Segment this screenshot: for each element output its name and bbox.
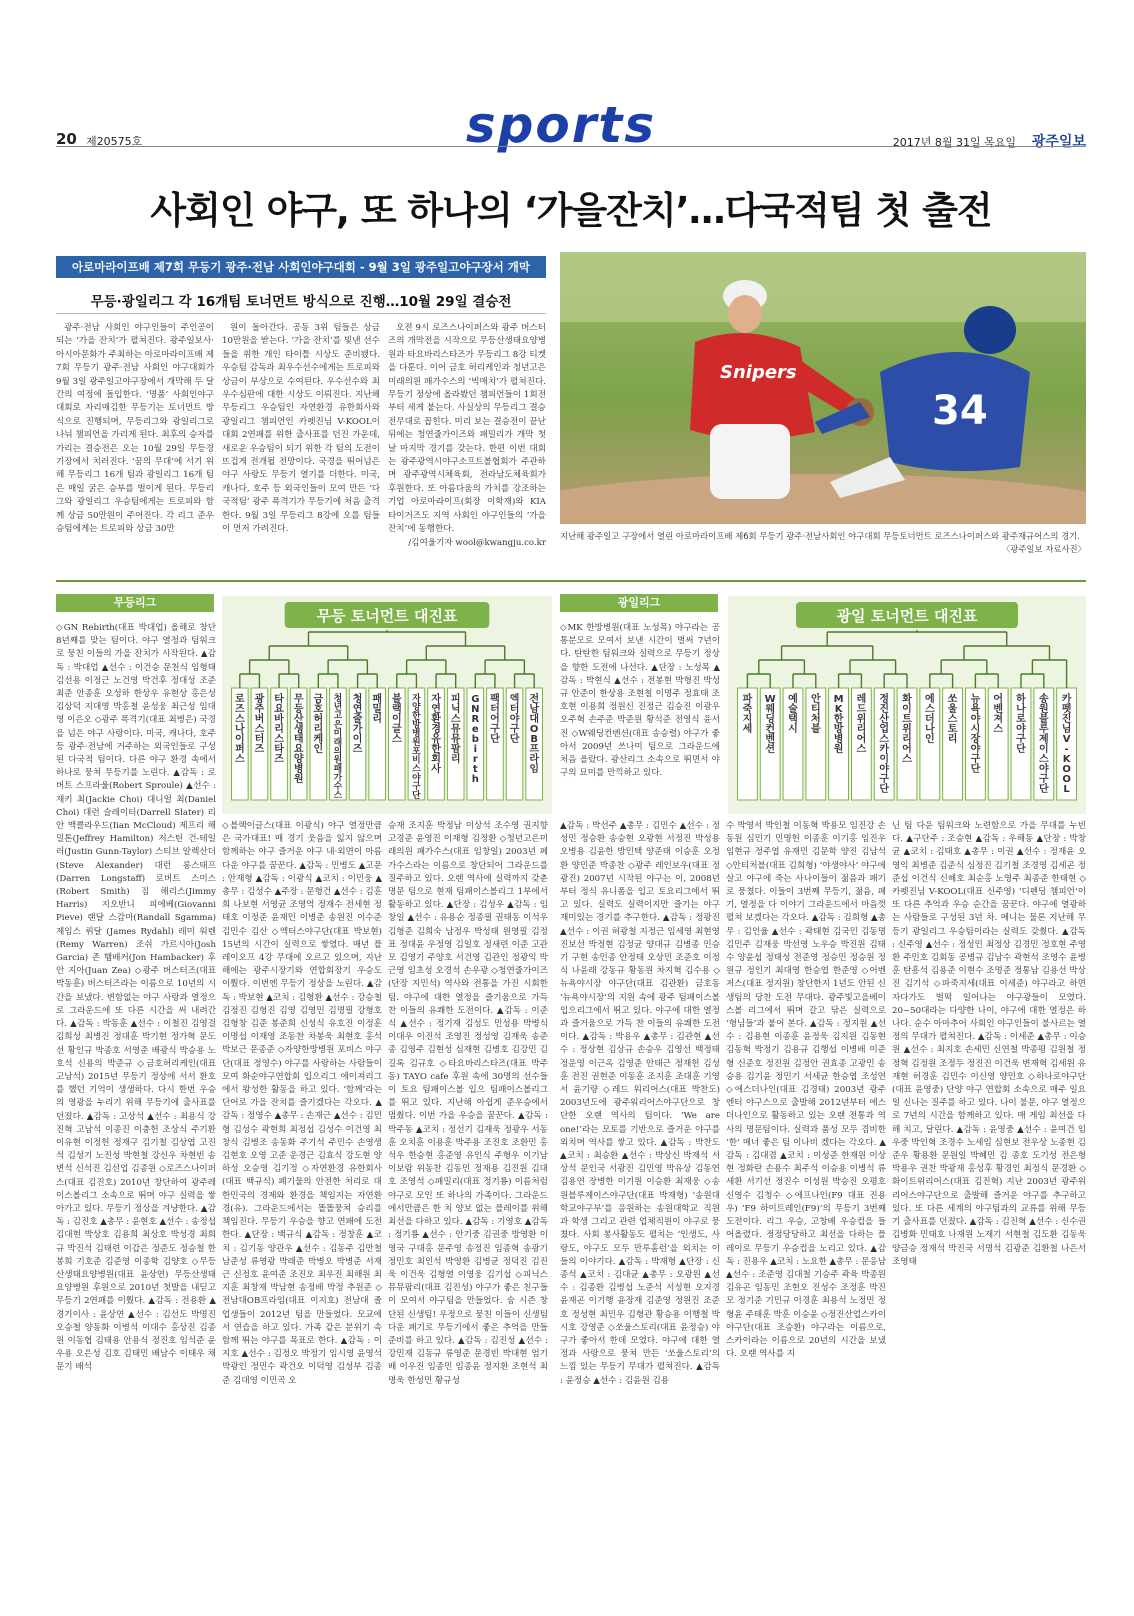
page-number: 20 (56, 130, 77, 148)
bracket-team-name: 쏘 울 스 토 리 (947, 694, 958, 745)
team-profiles: 승재 조지훈 박정남 이상석 조수영 권지향 고경준 윤영진 이재형 김정환 ◇청년고은미래의원 패가수스(대표 임창일) 2003년 페가수스라는 이름으로 창단되어 그라운드를 질주하고 있다. 오랜 역사에 실력까지 갖춘 명문 팀으로 현재 팀패이스볼리그 1부에서 활동하고 있다. ▲단장 : 김성우 ▲감독 : 임창일 ▲선수 : 유용순 정종필 권태동 이석우 김형준 김희숙 남정우 박성태 원영필 김정표 정대윤 우정영 김일호 정새련 이준 고관모 김영기 주양호 서건영 김관인 정광익 박근영 임초성 오경석 손우광 ◇청연줄가이즈(단장 지민석) 역사와 전통을 가진 시회한 팀. 야구에 대한 열정을 즐기움으로 가득 찬 이들의 유쾌한 도전이다. ▲감독 : 이준식 ▲선수 : 정기재 김성도 민성용 박병식 이대우 이진석 조영진 정성영 김재욱 송준종 김영주 김현성 심재현 김병호 김강민 김길록 김규호 ◇타요바리스타즈(대표 박주동) TAYO cafe 후원 속에 30명의 선수들이 토요 팀패이스볼 입으 팀패이스볼리그를 뛰고 있다. 지난해 아쉽게 준우승에서 멈췄다. 이번 가을 우승을 꿈꾼다. ▲감독 : 박주동 ▲코치 : 정선기 김재욱 정광우 서동훈 오치훈 이용훈 박주용 조진호 조환민 홍석우 한승현 홍준영 유인식 주형우 이기남 이보람 위동찬 김동민 정재용 김진원 김대호 조영석 ◇패밀리(대표 정기룡) 이름처럼 야구로 모인 또 하나의 가족이다. 그라운드에서만큼은 한 치 양보 없는 플레이를 위해 최선을 다하고 있다. ▲감독 : 기영호 ▲감독 : 정기룡 ▲선수 : 안기중 김권중 방영환 이영국 구대홍 문주영 송정진 임종혁 송광기 정민호 최인석 박영환 김병균 정덕진 김진욱 이건욱 김형열 이영웅 김기섭 ◇피닉스뮤뮤팜리(대표 김진성) 야구가 좋은 친구들이 모여서 야구팀을 만들었다. 숨 시즌 창단된 신생팀! 우정으로 뭉친 이들이 신생팀다운 패기로 무등기에서 좋은 추억을 만들 준비를 하고 있다. ▲감독 : 김진성 ▲선수 : 강민재 김동규 류영준 문경빈 박대현 엄기배 이우진 임종민 임종윤 정지환 조현석 최명욱 한성민 황규성 (388, 821, 548, 1386)
team-profiles: ▲감독 : 박선주 ▲총무 : 김민수 ▲선수 : 정성민 정승환 송승현 오광현 서정진 박성용 오병용 김윤한 방민택 양준태 이승훈 오정환 양민준 박종찬 ◇광주 레인보우(대표 정광진) 2007년 시작된 야구는 이, 2008년부터 정식 유니폼을 입고 토요리그에서 뛰고 있다. 실력도 실력이지만 즐기는 야구 재미있는 경기를 추구한다. ▲감독 : 정광진 ▲선수 : 이권 허광철 지정근 임세영 최현영 진보선 박정현 김정균 양대규 김병종 민승기 구현 송민종 안정태 오상민 조준호 이정식 나윤래 강동규 황동원 차지혁 김수용 ◇뉴욕야시장 야구단(대표 김관환) 금호동 ‘뉴욕야시장’의 지원 속에 광주 팀패이스볼 입으리그에서 뛰고 있다. 야구에 대한 열정과 즐거움으로 가득 찬 이들의 유쾌한 도전이다. ▲감독 : 박용우 ▲총무 : 김관현 ▲선수 : 정상현 김상규 손승우 김영선 백정태 정운영 이근옥 김영준 안태근 정재헌 김성훈 전진 권현준 이동훈 조지훈 조대훈 기영서 윤기량 ◇레드 워리어스(대표 박찬도) 2003년도에 광주워리어스야구단으로 창단한 오랜 역사의 팀이다. ‘We are one!’라는 모토를 기반으로 즐거운 야구를 외치며 역사를 쌓고 있다. ▲감독 : 박찬도 ▲코치 : 최승환 ▲선수 : 박상신 박재석 서상석 문인국 서광진 김민영 박유상 김동연 김용연 장병한 이기원 이승환 최재웅 ◇송원블루제이스야구단(대표 박재형) ‘송원대학교야구부’를 응원하는 송원대학교 직원과 학생 그리고 관련 업체직원이 야구로 뭉쳤다. 사회 봉사활동도 펼치는 ‘인생도, 사랑도, 야구도 모두 만루홈런’을 외치는 이들의 이야기다. ▲감독 : 박재형 ▲단장 : 신종석 ▲코치 : 김대균 ▲총무 : 오광원 ▲선수 : 김종환 김병섭 노준석 서성현 오지경 윤재곤 이기행 윤장재 김준영 정원진 조준호 정성현 최민우 김형관 황승용 이행철 박시호 강영준 ◇쏘울스토리(대표 윤정승) 야구가 좋아서 한데 모였다. 야구에 대한 열정과 사랑으로 뭉쳐 만든 ‘쏘울스토리’의 느낌 있는 무등기 무대가 펼쳐진다. ▲감독 : 윤정승 ▲선수 : 김윤원 김용 (560, 821, 720, 1386)
bracket-team-name: 레 드 위 리 어 스 (856, 694, 867, 755)
bracket-team-name: 전 남 대 O B 프 라 임 (529, 694, 540, 775)
newspaper-name: 광주일보 (1031, 134, 1086, 150)
team-profiles: 수 박영서 박인철 이동혁 박용모 임진강 손동원 심민기 민명헌 이종훈 이기홍 임진우 임현규 정주엽 유재민 김문학 양진 김남석 ◇안티처블(대표 김희형) ‘야생야사’ 야구에 살고 야구에 죽는 사나이들이 젊음과 패기로 뭉쳤다. 이들이 3번째 무등기, 젊음, 패기, 열정을 다 이야기 그라운드에서 마음껏 펼쳐 보겠다는 각오다. ▲감독 : 김희형 ▲총무 : 김인율 ▲선수 : 곽태현 김국민 김동명 김민주 김재웅 박선영 노우승 박진원 김태수 양윤섭 정태성 전준영 정승민 정승원 정원규 정인기 최대영 한승엽 한준영 ◇어벤저스(대표 정지원) 창단한지 1년도 안된 신생팀의 당찬 도전 무대다. 광주빛고을베이스볼 리그에서 뛰며 갈고 닦은 실력으로 ‘형님들’과 붙어 본다. ▲감독 : 정지원 ▲선수 : 김용현 이종훈 윤정욱 김지원 김동현 김동혁 박정기 김용규 김행섭 이병배 이준형 신준호 정진원 김정안 권효종 고광민 송승용 김기윤 정민기 서세균 한승엽 조성연 ◇에스더나인(대표 김경태) 2003년 광주 엔터 야구스으로 출발해 2012년부터 에스더나인으로 활동하고 있는 오랜 전통과 역사의 명문팀이다. 실력과 품성 모두 겸비한 ‘한’ 매너 좋은 팀 이나비 겠다는 각오다. ▲감독 : 김대겸 ▲코치 : 이성준 한재원 이상현 정화란 손용수 최주석 이승용 이병석 류세환 서기선 정진수 이성원 박승진 오평호 신영수 김청수 ◇에프나인(F9 대표 진용우) ‘F9 하이트레인(F9)’의 무등기 3번째 도전이다. 리그 우승, 고창배 우승컵을 들어올렸다. 정정당당하고 최선을 다하는 플레이로 무등기 우승컵을 노리고 있다. ▲감독 : 진용우 ▲코치 : 노요한 ▲총무 : 문응남 ▲선수 : 조준영 김대철 기승주 곽육 박종원 김유곤 임동민 조현오 진성수 조정훈 박진모 정기준 기민규 이경훈 최용석 노정민 정형윤 주태훈 박훈 이승윤 ◇정진산업스카이야구단(대표 조승환) 야구라는 이름으로, 스카이라는 이름으로 20년의 시간을 보냈다. 오랜 역사를 지 (726, 821, 886, 1360)
section-divider (56, 580, 1086, 582)
team-profiles: ◇GN Rebirth(대표 박대업) 올해로 창단 8년째를 맞는 팀이다. 야구 열정과 팀워크로 뭉친 이들의 가을 잔치가 시작된다. ▲감독 : 박대업 ▲선수 : 이건승 문천식 임형태 김선용 이정근 노건영 박건후 정대성 조준 최준 안종훈 오성하 한상우 유현상 홍은성 김상덕 지대영 박홍철 윤성웅 최근성 임대영 이은오 ◇광주 폭격기(대표 최병은) 국경을 넘은 야구 사랑이다. 미국, 캐나다, 호주 등 광주·전남에 거주하는 외국인들로 구성된 다국적 팀이다. 다른 야구 환경 속에서 하나로 뭉쳐 무등기를 노린다. ▲감독 : 로버트 스프라울(Robert Sproule) ▲선수 : 재키 최(Jackie Choi) 대니얼 최(Daniel Choi) 대런 슬레이터(Darrell Slater) 리안 맥클라우드(Iian McCloud) 제프리 해밀톤(Jeffrey Hamilton) 저스틴 건-테일러(Justin Gunn-Taylor) 스티브 알렉산더(Steve Alexander) 대런 롱스태프(Darren Longstaff) 로버트 스미스(Robert Smith) 짐 해리스(Jimmy Harris) 지오반니 피에베(Giovanni Pieve) 랜달 스감마(Randall Sgamma) 제임스 뤼달 (James Rydahl) 레미 워렌(Remy Warren) 조쉬 가르시아(Josh Garcia) 존 햄배커(Jon Hambacker) 후안 지아(Juan Zea) ◇광주 버스터즈(대표 박동훈) 버스터즈라는 이름으로 10년의 시간을 보냈다. 변함없는 야구 사랑과 열정으로 그라운드에 또 다른 시간을 써 내려간다. ▲감독 : 박동훈 ▲선수 : 이철진 김영걸 김희성 최병진 정대훈 박기현 정가혁 문도선 황인규 박종호 서영준 배광식 박승용 노호석 신용의 박준규 ◇금호허리케인(대표 고남석) 2015년 무등기 정상에 서서 환호를 했던 기억이 생생하다. 다시 한번 우승의 영광을 누리기 위해 무등기에 출사표를 던졌다. ▲감독 : 고상석 ▲선수 : 최용식 강진혁 고남석 이종진 이충헌 조상식 주기환 이유현 이정헌 정재구 김기철 김상엽 고진석 김성기 노진성 박현철 강신우 차현빈 송변석 신석진 김선업 김종원 ◇로즈스나이퍼스(대표 김진호) 2010년 창단하여 광주레이스볼리그 소속으로 뛰며 야구 실력을 쌓아가고 있다. 무등기 정상을 겨냥한다. ▲감독 : 김진호 ▲총무 : 윤현호 ▲선수 : 송정섭 김대현 박상호 김용희 최상호 박성경 최희규 박진석 김태련 이갑은 정준도 정승철 한봉희 기호준 김준영 이종학 김양호 ◇무등산생태요양병원(대표 윤상연) 무등산생태요양병원 후원으로 2010년 첫발을 내딛고 무등기 2연패를 이뤘다. ▲감독 : 전용환 ▲경기이사 : 윤상연 ▲선수 : 김선도 박명진 오승철 양동화 이병석 이대수 홍상진 김종원 이동협 김태용 안용식 정진호 임석준 윤우용 오은성 김호 김태민 배남수 이태우 채문기 배석 (56, 623, 216, 1373)
bracket-team-name: 자 양 한 방 병 원 포 비 스 야 구 단 (412, 693, 421, 801)
bracket-team-name: 파 죽 지 세 (742, 694, 753, 735)
caption-text: 지난해 광주일고 구장에서 열린 아로마라이프배 제6회 무등기 광주·전남사회인 야구대회 무등토너먼트 로즈스나이퍼스와 광주재규어스의 경기. (560, 531, 1080, 541)
bracket-team-name: 엑 터 야 구 단 (509, 694, 520, 745)
bracket-team-name: 하 나 로 야 구 단 (1016, 694, 1026, 755)
baseball-photo (560, 252, 1086, 524)
bracket-team-name: 에 스 더 나 인 (924, 694, 935, 745)
bracket-team-name: G N R e b i r t h (471, 694, 480, 785)
article-column-2 (222, 322, 380, 572)
article-column-1 (56, 322, 214, 572)
bracket-team-name: 어 벤 져 스 (993, 694, 1004, 735)
gwangil-team-list-2 (726, 820, 886, 1600)
bracket-title: 광일 토너먼트 대진표 (836, 607, 978, 625)
bracket-team-name: 정 진 산 업 스 카 이 야 구 단 (879, 694, 890, 795)
gwangil-league-label: 광일리그 (560, 594, 718, 612)
section-logo: sports (465, 96, 657, 154)
bracket-team-name: 뉴 욕 야 시 장 야 구 단 (970, 694, 981, 775)
bracket-team-name: W 웨 딩 컨 벤 션 (764, 694, 776, 755)
bracket-team-name: 광 주 버 스 터 즈 (254, 694, 265, 755)
mudeung-league-label: 무등리그 (56, 594, 214, 612)
photo-caption (560, 530, 1086, 555)
bracket-team-name: 무 등 산 생 태 요 양 병 원 (293, 694, 304, 785)
publication-date: 2017년 8월 31일 목요일 (892, 136, 1016, 149)
gwangil-team-list-top (560, 622, 720, 810)
bracket-team-name: 로 즈 스 나 이 퍼 스 (234, 694, 245, 765)
jersey-number: 34 (932, 388, 988, 434)
bracket-team-name: 자 연 환 경 유 한 회 사 (431, 694, 441, 775)
gwangil-team-list-3 (892, 820, 1086, 1600)
bracket-team-name: 피 닉 스 뮤 뮤 팜 리 (450, 694, 461, 765)
bracket-team-name: 타 요 바 리 스 타 즈 (274, 694, 284, 765)
bracket-team-name: 카 펫 진 님 V -K O O L (1061, 694, 1072, 795)
bracket-team-name: 송 원 블 루 제 이 스 야 구 단 (1038, 694, 1049, 795)
subheadline: 무등·광일리그 각 16개팀 토너먼트 방식으로 진행…10월 29일 결승전 (90, 294, 512, 310)
mudeung-team-list-2 (222, 820, 382, 1600)
bracket-team-name: 블 랙 이 글 스 (391, 694, 402, 745)
article-text: 오전 9시 로즈스나이퍼스와 광주 버스터즈의 개막전을 시작으로 무등산생태요양병원과 타요바리스타즈가 무등리그 8강 티켓을 다툰다. 이어 금호 허리케인과 청년고은미래의원 패가수스의 ‘빅매치’가 펼쳐진다. 무등기 정상에 올라봤던 챔피언들이 1회전부터 세게 붙는다. 사실상의 무등리그 결승전무대로 꼽힌다. 미리 보는 결승전이 끝난 뒤에는 청연줄가이즈와 패밀리가 개막 첫날 마지막 경기를 갖는다. 한편 이번 대회는 광주광역시야구소프트볼협회가 주관하며 광주광역시체육회, 전라남도체육회가 후원한다. 또 아름다움의 가치를 강조하는 기업 아로마라이프(회장 이학재)와 KIA 타이거즈도 지역 사회인 야구인들의 ‘가을 잔치’에 동행한다. (388, 323, 546, 535)
bracket-title: 무등 토너먼트 대진표 (316, 607, 458, 625)
mudeung-bracket (222, 596, 552, 814)
team-profiles: ◇MK 한방병원(대표 노성목) 야구라는 공통분모로 모여서 보낸 시간이 벌써 7년이다. 탄탄한 팀워크와 실력으로 무등기 정상을 향한 도전에 나선다. ▲단장 : 노성목 ▲감독 : 박현식 ▲선수 : 전봉현 박형진 박성규 안준이 한상용 조현철 이명주 정효태 조호현 이용희 정원신 진정근 김승진 이광우 오주혁 손주준 박준원 황석준 전영식 윤서진 ◇W웨딩컨벤션(대표 송승렬) 야구가 좋아서 2009년 쓰나미 팀으로 그라운드에 처음 올랐다. 광산리그 소속으로 뛰면서 야구의 묘미를 만끽하고 있다. (560, 623, 720, 779)
bracket-team-name: 청 년 고 은 미 래 의 원 패 가 수 스 (333, 693, 343, 801)
gwangil-bracket (728, 596, 1086, 814)
mudeung-team-list-3 (388, 820, 548, 1600)
bracket-team-name: 예 술 택 시 (788, 694, 798, 735)
bracket-team-name: 팩 터 어 구 단 (490, 694, 500, 745)
article-column-3 (388, 322, 546, 572)
headline: 사회인 야구, 또 하나의 ‘가을잔치’…다국적팀 첫 출전 (150, 189, 992, 232)
issue-number: 제20575호 (86, 135, 143, 148)
gwangil-team-list-1 (560, 820, 720, 1600)
article-text: 광주·전남 사회인 야구인들이 주인공이 되는 ‘가을 잔치’가 펼쳐진다. 광주일보사·아시아문화가 주최하는 아로마라이프배 제7회 무등기 광주·전남 사회인 야구대회가 9월 3일 광주일고야구장에서 개막해 두 달간의 여정에 돌입한다. ‘명품’ 사회인야구대회로 자리매김한 무등기는 토너먼트 방식으로 진행되며, 무등리그와 광일리그로 나눠 챔피언을 가리게 된다. 최후의 승자를 가리는 결승전은 오는 10월 29일 무등경기장에서 치러진다. ‘꿈의 무대’에 서기 위해 무등리그 16개 팀과 광일리그 16개 팀은 매일 굵은 승부를 벌이게 된다. 무등리그와 광일리그 우승팀에게는 트로피와 함께 상금 50만원이 주어진다. 각 리그 준우승팀에게는 트로피와 상금 30만 (56, 323, 214, 535)
photo-credit: 〈광주일보 자료사진〉 (1001, 543, 1086, 554)
bracket-team-name: M K 한 방 병 원 (833, 694, 844, 755)
masthead (56, 96, 1086, 160)
subhead-rule (56, 313, 546, 314)
byline: /김여울기자 wool@kwangju.co.kr (408, 537, 546, 548)
article-text: 원이 돌아간다. 공동 3위 팀들은 상금 10만원을 받는다. ‘가을 잔치’를 빛낸 선수들을 위한 개인 타이틀 시상도 준비됐다. 우승팀 감독과 최우수선수에게는 트로피와 상금이 부상으로 수여된다. 우수선수와 최우수심판에 대한 시상도 이뤄진다. 지난해 무등리그 우승팀인 자연환경 유한회사와 광일리그 챔피언인 카펫진님 V-KOOL이 대회 2연패를 위한 출사표를 던진 가운데, 새로운 우승팀이 되기 위한 각 팀의 도전이 뜨겁게 전개될 전망이다. 국경을 뛰어넘은 야구 사랑도 무등기 열기를 더한다. 미국, 캐나다, 호주 등 외국인들이 모여 만든 ‘다국적팀’ 광주 폭격기가 무등기에 처음 출격한다. 9월 3일 무등리그 8강에 오를 팀들이 먼저 가려진다. (222, 323, 380, 535)
masthead-rule (56, 146, 1086, 147)
bracket-team-name: 안 티 처 블 (810, 694, 821, 735)
team-profiles: ◇블랙이글스(대표 이광식) 야구 열정만큼은 국가대표! 매 경기 웃음을 잃지 않으며 함께하는 야구 즐거운 야구 내·외면이 아름다운 야구를 꿈꾼다. ▲감독 : 민병도 ▲고문 : 안재형 ▲감독 : 이광식 ▲코치 : 이민웅 ▲총무 : 김성수 ▲주장 : 문형건 ▲선수 : 김훈희 나보현 서영균 조영억 정재수 전세현 정태호 이정준 윤재민 이병준 송원진 이수준 김민수 김산 ◇엑터스야구단(대표 박보현) 15년의 시간이 실력으로 쌓였다. 매년 플레이오프 4강 무대에 오르고 있으며, 지난해에는 광주시장기와 연합회장기 우승도 이뤘다. 이번엔 무등기 정상을 노린다. ▲감독 : 박보현 ▲코치 : 김형환 ▲선수 : 강승철 김정진 김형진 김영 김영민 김명필 강형호 김형창 김준 봉준희 신성식 유호진 이정훈 이명섭 이재영 조동찬 차봉욱 최현호 홍석 박보근 문종준 ◇자양한방병원 포비스 야구단(대표 정영수) 야구를 사랑하는 사람들이 모여 화순야구연합회 입으리그 에이져리그에서 왕성한 활동을 하고 있다. ‘함께’라는 단어로 가을 잔치를 즐기겠다는 각오다. ▲감독 : 정영수 ▲총무 : 손재근 ▲선수 : 김민형 김성수 곽현희 최정섭 김성수 이건영 최창식 김병조 송동화 주기석 주민수 손영생 김현호 오영 고준 운경근 김효식 강도현 양하성 오승영 김기정 ◇자연환경 유한회사(대표 백규식) 폐기물의 안전한 처리로 대한민국의 경제와 환경을 책임지는 자연환경(유). 그라운드에서는 똘똘뭉쳐 승리를 책임진다. 무등기 우승을 향고 연패에 도전한다. ▲단장 : 백규식 ▲감독 : 정창훈 ▲코치 : 김기동 양관우 ▲선수 : 김동주 김만철 남준성 류영광 박래준 박병오 박병준 서재근 신정호 윤여준 조진오 최우진 최해원 최지훈 최창재 박남현 송정배 박정 추원준 ◇전남대OB프라임(대표 이지호) 전남대 졸업생들이 2012년 팀을 만들었다. 모교에서 연습을 하고 있다. 가족 같은 분위기 속 함께 뛰는 야구를 목표로 한다. ▲감독 : 이지호 ▲선수 : 김정오 박정기 임시영 윤영석 박광인 정민수 곽건오 이덕영 김성부 김종준 김대영 이민곡 오 (222, 821, 382, 1386)
kicker-bar: 아로마라이프배 제7회 무등기 광주·전남 사회인야구대회 - 9월 3일 광주일고야구장서 개막 (56, 256, 546, 278)
jersey-text: Snipers (720, 362, 797, 383)
bracket-team-name: 패 밀 리 (372, 694, 383, 725)
team-profiles: 닌 팀 다운 팀워크와 노련함으로 가을 무대를 누빈다. ▲구단주 : 조승현 ▲감독 : 우해동 ▲단장 : 박창균 ▲코치 : 김태호 ▲총무 : 이권 ▲선수 : 정재윤 오영익 최병준 김준식 심정진 김기철 조경영 김세곤 정준섭 이건식 신혜호 최순홍 노영주 최종준 한태현 ◇카펫진님 V-KOOL(대표 신주영) ‘디펜딩 챔피언’이 또 다른 추억과 우승 순간을 꿈꾼다. 야구에 열광하는 사람들로 구성된 3년 차. 메니는 물론 지난해 무등기 광일리그 우승팀이라는 실력도 갖췄다. ▲감독 : 신주영 ▲선수 : 정성민 최정상 김경민 정호현 주영환 주민호 김회동 공병규 김남수 곽현석 조영수 윤병훈 탄흥석 김용준 이현수 조명준 정통남 김용선 박상진 김기석 ◇파죽지세(대표 이세준) 야구라고 하면 자다가도 벌떡 일어나는 야구광들이 모였다. 20~50대라는 다양한 나이, 야구에 대한 열정은 하나다. 순수 아마추어 사회인 야구인들이 불사르는 열정의 무대가 펼쳐진다. ▲감독 : 이세준 ▲총무 : 이승원 ▲선수 : 최지호 손세민 신연철 박종평 김원철 정정혁 김정원 조정두 정진진 이건욱 변재혁 김세원 유재현 허경훈 김민수 이신영 양민호 ◇하나로야구단(대표 윤영중) 단양 야구 연합회 소속으로 매주 일요일 신나는 질주를 하고 있다. 나이 불문, 야구 열정으로 7년의 시간을 함께하고 있다. 매 게임 최선을 다해 치고, 달린다. ▲감독 : 윤영중 ▲선수 : 윤여건 임우중 박인혁 조경수 노세임 심현보 전우상 노종현 김준우 황용환 문원일 박혜민 김 종호 도기성 전은형 박용우 권찬 박광재 홍성후 황경인 최정식 문경환 ◇화이트위리어스(대표 김진혁) 지난 2003년 광주위리어스야구단으로 출발해 즐거운 야구를 추구하고 있다. 또 다른 세계의 야구팀과의 교류를 위해 무등기 출사표를 던졌다. ▲감독 : 김진혁 ▲선수 : 신수권 김병화 민태호 나재원 노재기 서현철 김도환 김동욱 양금승 정재석 박진국 서명석 김광준 김환철 나은서 조영태 (892, 821, 1086, 1267)
bracket-team-name: 금 호 허 리 케 인 (313, 694, 324, 755)
bracket-team-name: 청 연 줄 가 이 즈 (352, 694, 363, 755)
bracket-team-name: 화 이 트 위 리 어 스 (902, 694, 912, 765)
mudeung-team-list-1 (56, 622, 216, 1600)
